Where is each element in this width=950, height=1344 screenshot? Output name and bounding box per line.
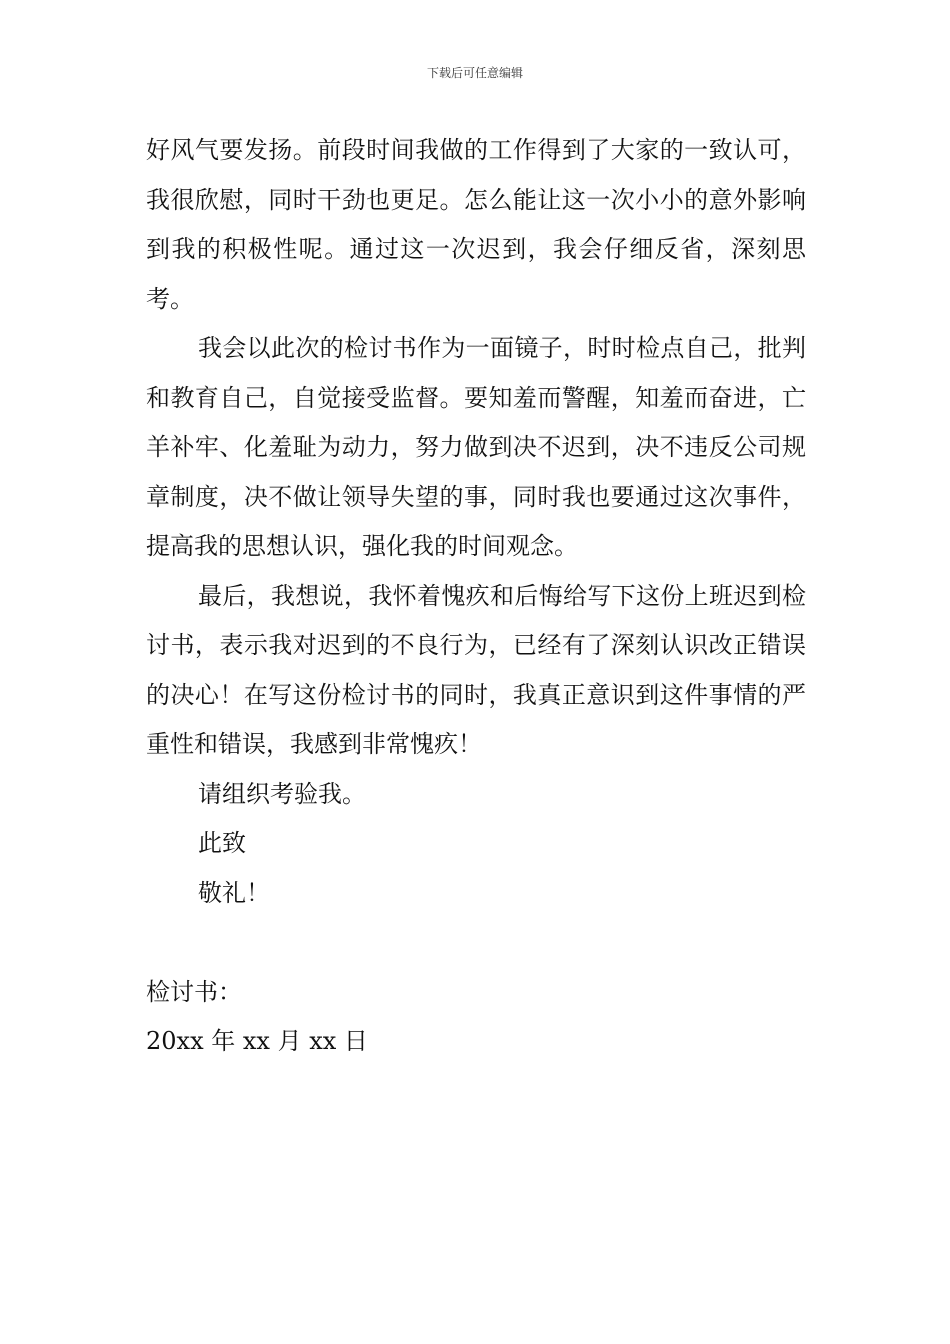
document-body (146, 126, 806, 1067)
closing-regards: 敬礼！ (198, 878, 270, 907)
paragraph-reflection: 我会以此次的检讨书作为一面镜子，时时检点自己，批判和教育自己，自觉接受监督。要知羞而警醒，知羞而奋进，亡羊补牢、化羞耻为动力，努力做到决不迟到，决不违反公司规章制度，决不做让领导失望的事，同时我也要通过这次事件，提高我的思想认识，强化我的时间观念。 (146, 334, 806, 560)
page-header-note: 下载后可任意编辑 (426, 66, 523, 80)
closing-salutation: 此致 (198, 829, 246, 857)
spacer (146, 918, 806, 968)
signature-line: 检讨书： (146, 977, 242, 1006)
paragraph-request: 请组织考验我。 (198, 779, 366, 808)
paragraph-conclusion: 最后，我想说，我怀着愧疚和后悔给写下这份上班迟到检讨书，表示我对迟到的不良行为，已经有了深刻认识改正错误的决心！在写这份检讨书的同时，我真正意识到这件事情的严重性和错误，我感到非常愧疚！ (146, 581, 806, 758)
date-line: 20xx 年 xx 月 xx 日 (146, 1027, 368, 1055)
paragraph-continuation: 好风气要发扬。前段时间我做的工作得到了大家的一致认可，我很欣慰，同时干劲也更足。怎么能让这一次小小的意外影响到我的积极性呢。通过这一次迟到，我会仔细反省，深刻思考。 (146, 136, 806, 313)
